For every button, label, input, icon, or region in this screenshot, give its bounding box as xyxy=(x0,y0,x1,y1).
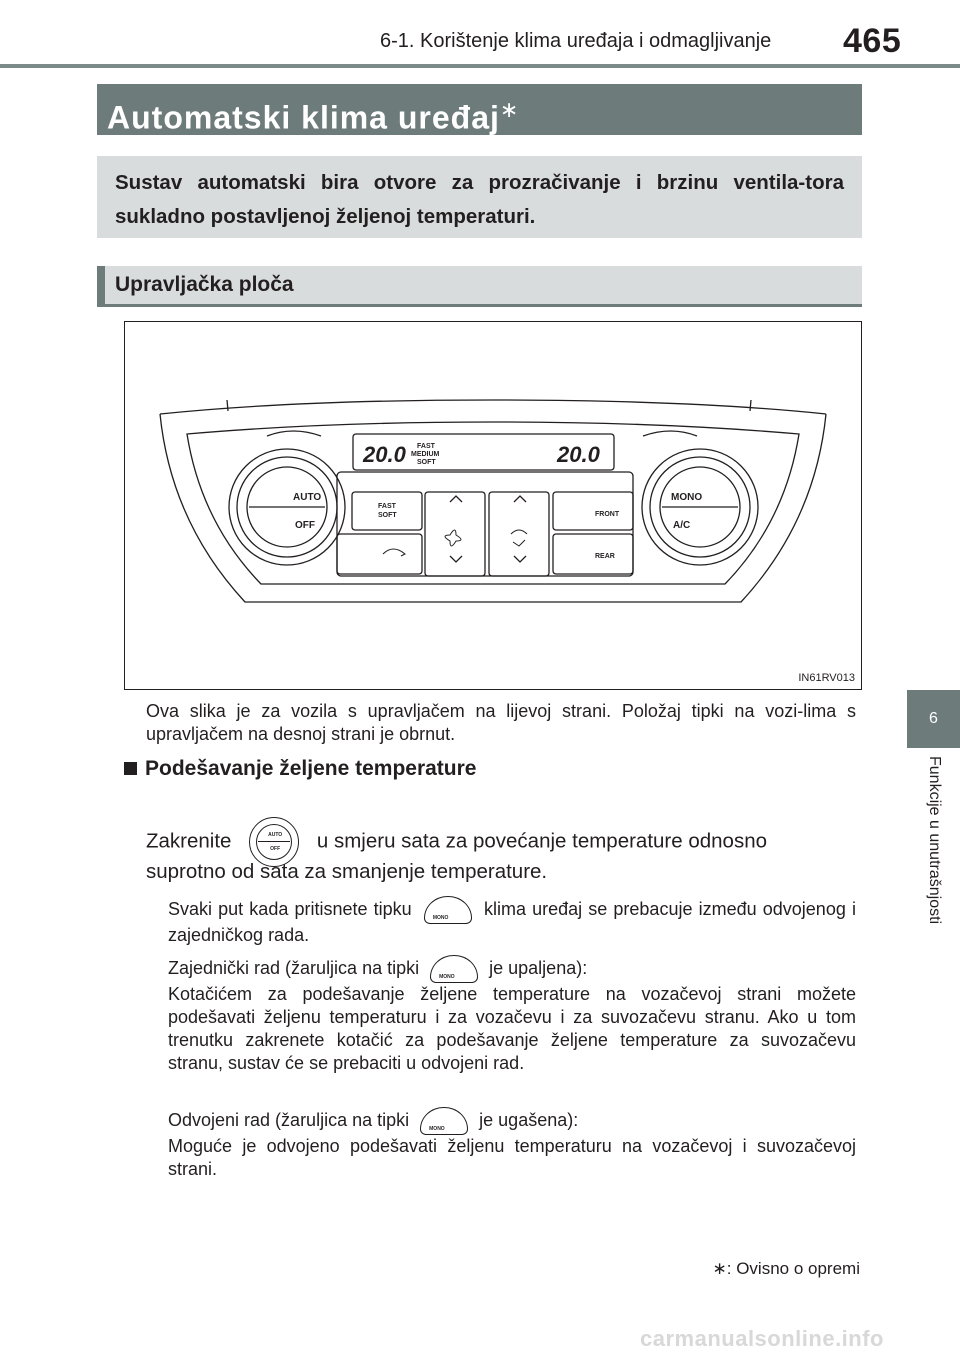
fan-icon xyxy=(445,530,461,546)
mono-paragraph-1 xyxy=(168,896,856,947)
panel-left-knob-top: AUTO xyxy=(293,492,322,503)
panel-fast-label: FAST xyxy=(378,503,396,510)
section-title: Automatski klima uređaj xyxy=(107,99,500,136)
footnote xyxy=(700,1259,860,1279)
mono-p1-end: klima uređaj se prebacuje između odvojenog i zajedničkog rada. xyxy=(168,898,856,945)
mono-button-label: MONO xyxy=(432,915,449,921)
panel-right-knob-top: MONO xyxy=(671,492,703,503)
temperature-line-2: suprotno od sata za smanjenje temperature. xyxy=(146,860,548,883)
knob-divider xyxy=(258,841,290,842)
panel-speed-medium: MEDIUM xyxy=(411,451,440,458)
chapter-label-text: Funkcije u unutrašnjosti xyxy=(926,756,943,925)
mono-button-label: MONO xyxy=(429,1126,445,1132)
panel-right-knob-bottom: A/C xyxy=(673,520,691,531)
chapter-label xyxy=(925,756,955,1006)
mono-p3-end: je ugašena): xyxy=(479,1109,579,1130)
knob-auto-label: AUTO xyxy=(268,832,283,838)
control-panel-figure xyxy=(124,321,862,690)
mono-p2-start: Zajednički rad (žaruljica na tipki xyxy=(168,957,420,978)
page-number: 465 xyxy=(843,22,902,60)
title-star-mark: ∗ xyxy=(499,97,520,122)
mono-button-icon xyxy=(420,1107,468,1135)
knob-off-label: OFF xyxy=(270,846,281,852)
mono-button-icon xyxy=(424,896,472,924)
mono-p3-body: Moguće je odvojeno podešavati željenu temperaturu na vozačevoj i suvozačevoj strani. xyxy=(168,1136,856,1179)
subsection-title: Upravljačka ploča xyxy=(97,266,862,304)
bullet-square-icon xyxy=(124,762,137,775)
mono-p2-end: je upaljena): xyxy=(489,957,588,978)
control-panel-illustration xyxy=(125,322,861,689)
mono-paragraph-3 xyxy=(168,1107,856,1181)
intro-box: Sustav automatski bira otvore za prozračivanje i brzinu ventila-tora sukladno postavljenoj željenoj temperaturi. xyxy=(97,156,862,238)
header-title: 6-1. Korištenje klima uređaja i odmagljivanje xyxy=(380,30,772,52)
mono-p3-start: Odvojeni rad (žaruljica na tipki xyxy=(168,1109,410,1130)
panel-left-knob-bottom: OFF xyxy=(295,520,315,531)
mono-paragraph-2 xyxy=(168,955,856,1075)
section-title-bar xyxy=(97,84,862,135)
header-rule xyxy=(0,64,960,68)
panel-right-temp: 20.0 xyxy=(557,442,600,467)
mono-p1-start: Svaki put kada pritisnete tipku xyxy=(168,898,412,919)
temperature-line-1-end: u smjeru sata za povećanje temperature odnosno xyxy=(316,829,768,853)
mono-button-label: MONO xyxy=(439,974,455,980)
footnote-mark: ∗ xyxy=(712,1259,727,1278)
mono-button-icon xyxy=(430,955,478,983)
chapter-tab: 6 xyxy=(907,690,960,748)
panel-front-label: FRONT xyxy=(595,511,620,518)
panel-soft-label: SOFT xyxy=(378,512,397,519)
watermark: carmanualsonline.info xyxy=(640,1326,884,1351)
panel-left-temp: 20.0 xyxy=(363,442,406,467)
panel-rear-label: REAR xyxy=(595,553,615,560)
temperature-heading-text: Podešavanje željene temperature xyxy=(145,757,477,780)
panel-speed-soft: SOFT xyxy=(417,459,436,466)
panel-speed-fast: FAST xyxy=(417,443,435,450)
figure-caption: Ova slika je za vozila s upravljačem na lijevoj strani. Položaj tipki na vozi-lima s upravljačem na desnoj strani je obrnut. xyxy=(146,701,856,744)
temperature-heading xyxy=(124,757,476,781)
footnote-text: : Ovisno o opremi xyxy=(726,1259,860,1278)
airflow-icon xyxy=(511,530,527,546)
knob-inner xyxy=(256,824,292,860)
figure-code: IN61RV013 xyxy=(798,672,855,684)
temperature-line-1-start: Zakrenite xyxy=(146,829,232,853)
recirculation-icon xyxy=(383,549,405,556)
mono-p2-body: Kotačićem za podešavanje željene temperature na vozačevoj strani možete podešavati željenu temperaturu i za vozačevu i za suvozačevu stranu. Ako u tom trenutku zakrenete kotačić za podešavanje željene temperature za suvozačevu stranu, sustav će se prebaciti u odvojeni rad. xyxy=(168,984,856,1073)
